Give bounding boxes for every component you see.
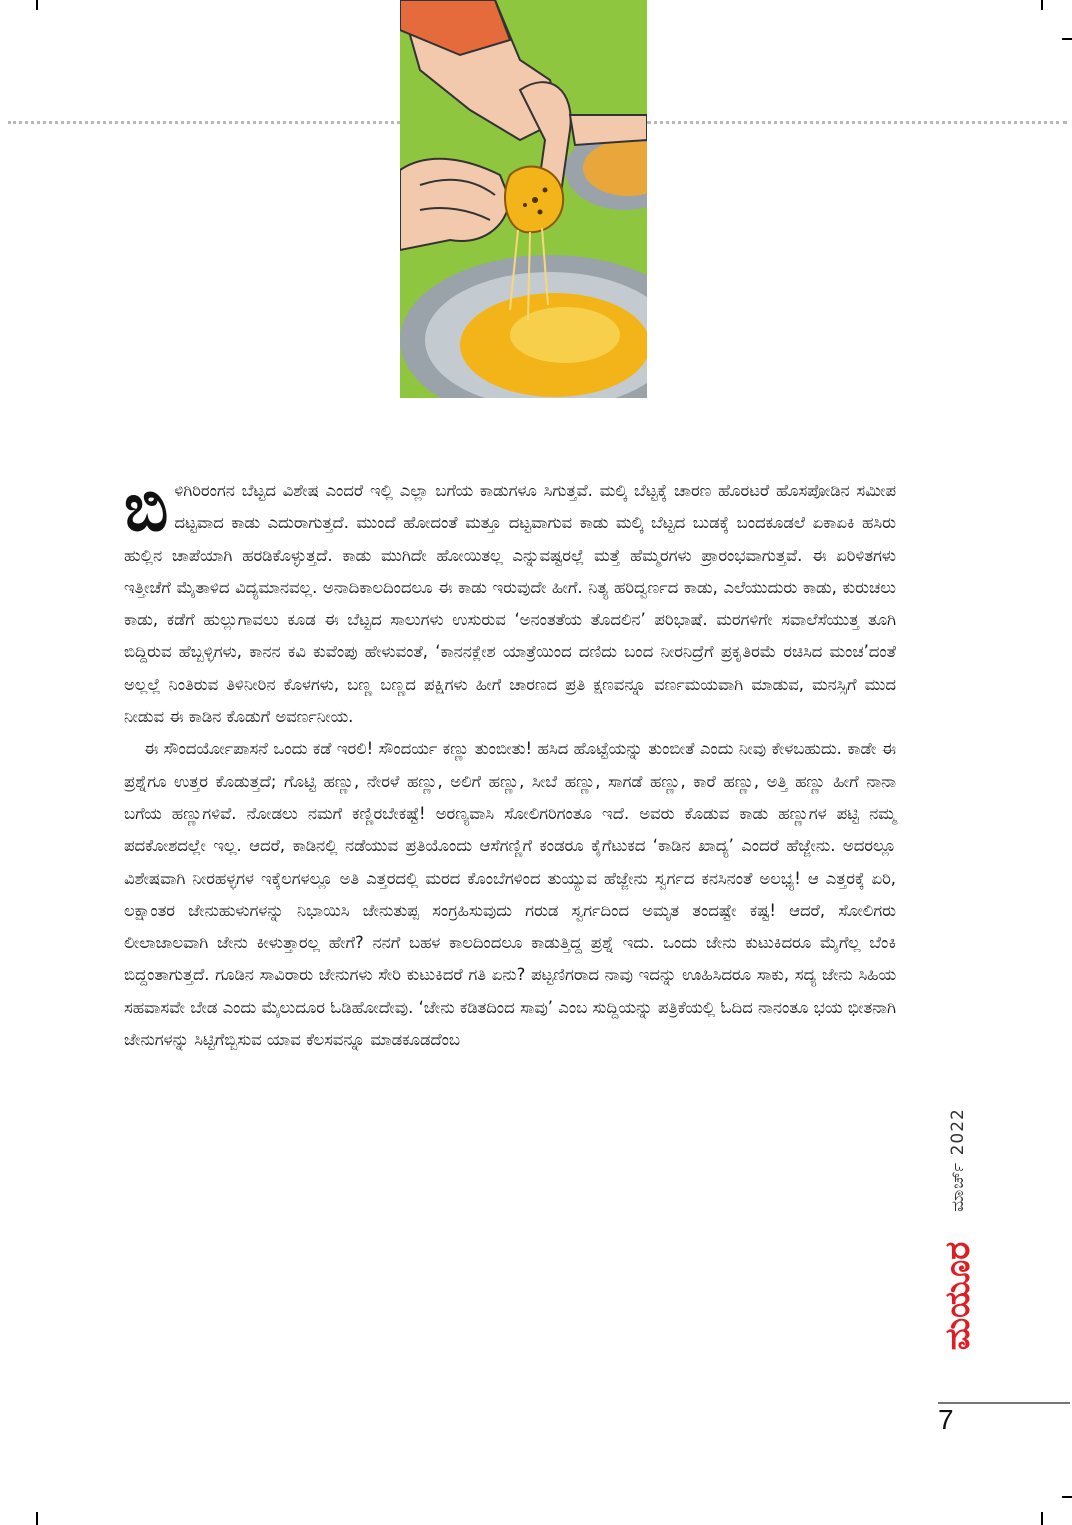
page-number: 7 (938, 1404, 954, 1435)
page-number-rule (938, 1402, 1070, 1404)
crop-mark-bottom-right (1041, 1512, 1043, 1525)
article-paragraph-2: ಈ ಸೌಂದರ್ಯೋಪಾಸನೆ ಒಂದು ಕಡೆ ಇರಲಿ! ಸೌಂದರ್ಯ ಕಣ್ಣು ತುಂಬೀತು! ಹಸಿದ ಹೊಟ್ಟೆಯನ್ನು ತುಂಬೀತೆ ಎಂದು ನೀವು ಕೇಳಬಹುದು. ಕಾಡೇ ಈ ಪ್ರಶ್ನೆಗೂ ಉತ್ತರ ಕೊಡುತ್ತದೆ; ಗೊಟ್ಟಿ ಹಣ್ಣು, ನೇರಳೆ ಹಣ್ಣು, ಅಲಿಗೆ ಹಣ್ಣು, ಸೀಬೆ ಹಣ್ಣು, ಸಾಗಡೆ ಹಣ್ಣು, ಕಾರೆ ಹಣ್ಣು, ಅತ್ತಿ ಹಣ್ಣು ಹೀಗೆ ನಾನಾ ಬಗೆಯ ಹಣ್ಣುಗಳಿವೆ. ನೋಡಲು ನಮಗೆ ಕಣ್ಣಿರಬೇಕಷ್ಟೆ! ಅರಣ್ಯವಾಸಿ ಸೋಲಿಗರಿಗಂತೂ ಇದೆ. ಅವರು ಕೊಡುವ ಕಾಡು ಹಣ್ಣುಗಳ ಪಟ್ಟಿ ನಮ್ಮ ಪದಕೋಶದಲ್ಲೇ ಇಲ್ಲ. ಆದರೆ, ಕಾಡಿನಲ್ಲಿ ನಡೆಯುವ ಪ್ರತಿಯೊಂದು ಆಸೆಗಣ್ಣಿಗೆ ಕಂಡರೂ ಕೈಗೆಟುಕದ ‘ಕಾಡಿನ ಖಾದ್ಯ’ ಎಂದರೆ ಹೆಜ್ಜೇನು. ಅದರಲ್ಲೂ ವಿಶೇಷವಾಗಿ ನೀರಹಳ್ಳಗಳ ಇಕ್ಕೆಲಗಳಲ್ಲೂ ಅತಿ ಎತ್ತರದಲ್ಲಿ ಮರದ ಕೊಂಬೆಗಳಿಂದ ತುಯ್ಯುವ ಹೆಜ್ಜೇನು ಸ್ವರ್ಗದ ಕನಸಿನಂತೆ ಅಲಭ್ಯ! ಆ ಎತ್ತರಕ್ಕೆ ಏರಿ, ಲಕ್ಷಾಂತರ ಜೇನುಹುಳುಗಳನ್ನು ನಿಭಾಯಿಸಿ ಜೇನುತುಪ್ಪ ಸಂಗ್ರಹಿಸುವುದು ಗರುಡ ಸ್ವರ್ಗದಿಂದ ಅಮೃತ ತಂದಷ್ಟೇ ಕಷ್ಟ! ಆದರೆ, ಸೋಲಿಗರು ಲೀಲಾಜಾಲವಾಗಿ ಜೇನು ಕೀಳುತ್ತಾರಲ್ಲ ಹೇಗೆ? ನನಗೆ ಬಹಳ ಕಾಲದಿಂದಲೂ ಕಾಡುತ್ತಿದ್ದ ಪ್ರಶ್ನೆ ಇದು. ಒಂದು ಜೇನು ಕುಟುಕಿದರೂ ಮೈಗೆಲ್ಲ ಬೆಂಕಿ ಬಿದ್ದಂತಾಗುತ್ತದೆ. ಗೂಡಿನ ಸಾವಿರಾರು ಜೇನುಗಳು ಸೇರಿ ಕುಟುಕಿದರೆ ಗತಿ ಏನು? ಪಟ್ಟಣಿಗರಾದ ನಾವು ಇದನ್ನು ಊಹಿಸಿದರೂ ಸಾಕು, ಸದ್ಯ ಜೇನು ಸಿಹಿಯ ಸಹವಾಸವೇ ಬೇಡ ಎಂದು ಮೈಲುದೂರ ಓಡಿಹೋದೇವು. ‘ಜೇನು ಕಡಿತದಿಂದ ಸಾವು’ ಎಂಬ ಸುದ್ದಿಯನ್ನು ಪತ್ರಿಕೆಯಲ್ಲಿ ಓದಿದ ನಾನಂತೂ ಭಯ ಭೀತನಾಗಿ ಜೇನುಗಳನ್ನು ಸಿಟ್ಟಿಗೆಬ್ಬಿಸುವ ಯಾವ ಕೆಲಸವನ್ನೂ ಮಾಡಕೂಡದೆಂಬ (124, 739, 897, 1050)
issue-date: ಮಾರ್ಚ್ 2022 (948, 1108, 968, 1212)
crop-mark-top-right-h (1062, 38, 1072, 40)
crop-mark-bottom-left (36, 1512, 38, 1525)
paragraph-1-text: ಳಿಗಿರಿರಂಗನ ಬೆಟ್ಟದ ವಿಶೇಷ ಎಂದರೆ ಇಲ್ಲಿ ಎಲ್ಲಾ ಬಗೆಯ ಕಾಡುಗಳೂ ಸಿಗುತ್ತವೆ. ಮಲ್ಕಿ ಬೆಟ್ಟಕ್ಕೆ ಚಾರಣ ಹೊರಟರೆ ಹೊಸಪೋಡಿನ ಸಮೀಪ ದಟ್ಟವಾದ ಕಾಡು ಎದುರಾಗುತ್ತದೆ. ಮುಂದೆ ಹೋದಂತೆ ಮತ್ತೂ ದಟ್ಟವಾಗುವ ಕಾಡು ಮಲ್ಕಿ ಬೆಟ್ಟದ ಬುಡಕ್ಕೆ ಬಂದಕೂಡಲೆ ಏಕಾಏಕಿ ಹಸಿರು ಹುಲ್ಲಿನ ಚಾಪೆಯಾಗಿ ಹರಡಿಕೊಳ್ಳುತ್ತದೆ. ಕಾಡು ಮುಗಿದೇ ಹೋಯಿತಲ್ಲ ಎನ್ನುವಷ್ಟರಲ್ಲೆ ಮತ್ತೆ ಹೆಮ್ಮರಗಳು ಪ್ರಾರಂಭವಾಗುತ್ತವೆ. ಈ ಏರಿಳಿತಗಳು ಇತ್ತೀಚೆಗೆ ಮೈತಾಳಿದ ವಿದ್ಯಮಾನವಲ್ಲ. ಅನಾದಿಕಾಲದಿಂದಲೂ ಈ ಕಾಡು ಇರುವುದೇ ಹೀಗೆ. ನಿತ್ಯ ಹರಿದ್ವರ್ಣದ ಕಾಡು, ಎಲೆಯುದುರು ಕಾಡು, ಕುರುಚಲು ಕಾಡು, ಕಡೆಗೆ ಹುಲ್ಲುಗಾವಲು ಕೂಡ ಈ ಬೆಟ್ಟದ ಸಾಲುಗಳು ಉಸುರುವ ‘ಅನಂತತೆಯ ತೊದಲಿನ’ ಪರಿಭಾಷೆ. ಮರಗಳಿಗೇ ಸವಾಲೆಸೆಯುತ್ತ ತೂಗಿ ಬಿದ್ದಿರುವ ಹೆಬ್ಬಳ್ಳಿಗಳು, ಕಾನನ ಕವಿ ಕುವೆಂಪು ಹೇಳುವಂತೆ, ‘ಕಾನನಕ್ಲೇಶ ಯಾತ್ರೆಯಿಂದ ದಣಿದು ಬಂದ ನೀರನಿದ್ರೆಗೆ ಪ್ರಕೃತಿರಮೆ ರಚಿಸಿದ ಮಂಚ’ದಂತೆ ಅಲ್ಲಲ್ಲೆ ನಿಂತಿರುವ ತಿಳಿನೀರಿನ ಕೊಳಗಳು, ಬಣ್ಣ ಬಣ್ಣದ ಪಕ್ಷಿಗಳು ಹೀಗೆ ಚಾರಣದ ಪ್ರತಿ ಕ್ಷಣವನ್ನೂ ವರ್ಣಮಯವಾಗಿ ಮಾಡುವ, ಮನಸ್ಸಿಗೆ ಮುದ ನೀಡುವ ಈ ಕಾಡಿನ ಕೊಡುಗೆ ಅವರ್ಣನೀಯ. (124, 481, 896, 727)
crop-mark-top-right (1041, 0, 1043, 10)
dotted-rule-right (647, 121, 1067, 124)
crop-mark-bottom-right-h (1062, 1496, 1072, 1498)
article-body (124, 468, 897, 1056)
magazine-logo: ಮಯೂರ (938, 1241, 978, 1351)
honeycomb-illustration (400, 0, 647, 398)
dotted-rule-left (8, 121, 400, 124)
article-paragraph-1 (124, 468, 896, 733)
drop-cap: ಬಿ (124, 468, 169, 546)
crop-mark-top-left (36, 0, 38, 10)
